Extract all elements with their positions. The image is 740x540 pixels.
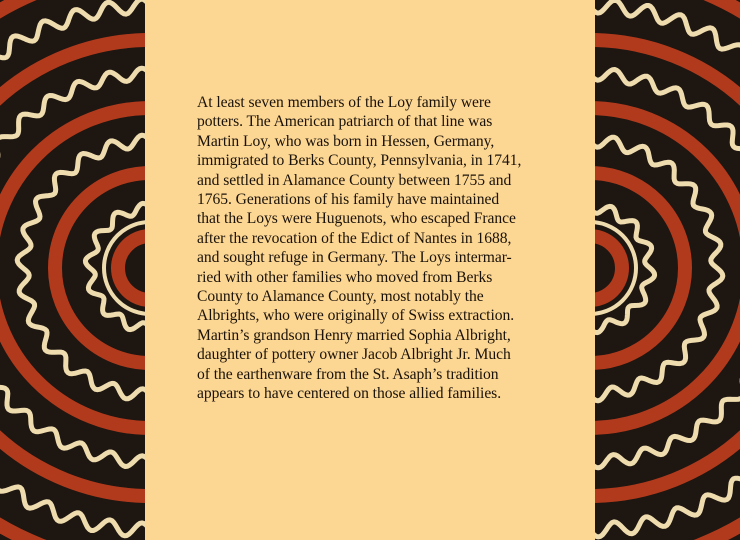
text-line: Albrights, who were originally of Swiss extraction. xyxy=(197,307,515,325)
text-line: and settled in Alamance County between 1755 and xyxy=(197,171,512,189)
text-line: At least seven members of the Loy family were xyxy=(197,94,491,111)
text-line: immigrated to Berks County, Pennsylvania, in 1741, xyxy=(197,152,522,170)
text-panel xyxy=(145,0,595,540)
text-line: and sought refuge in Germany. The Loys intermar- xyxy=(197,249,512,267)
text-line: Martin Loy, who was born in Hessen, Germany, xyxy=(197,132,495,150)
text-line: Martin’s grandson Henry married Sophia Albright, xyxy=(197,326,511,344)
text-line: potters. The American patriarch of that line was xyxy=(197,113,493,131)
text-line: daughter of pottery owner Jacob Albright Jr. Much xyxy=(197,346,511,364)
text-line: after the revocation of the Edict of Nantes in 1688, xyxy=(197,229,512,247)
text-line: appears to have centered on those allied families. xyxy=(197,385,502,403)
left-pottery-border xyxy=(0,0,145,540)
right-pottery-border xyxy=(595,0,740,540)
text-line: County to Alamance County, most notably the xyxy=(197,288,484,306)
body-paragraph xyxy=(197,93,557,404)
text-line: that the Loys were Huguenots, who escaped France xyxy=(197,210,516,228)
text-line: of the earthenware from the St. Asaph’s tradition xyxy=(197,365,499,383)
right-slipware-pattern xyxy=(595,0,740,540)
text-line: ried with other families who moved from Berks xyxy=(197,268,493,286)
text-line: 1765. Generations of his family have maintained xyxy=(197,191,500,209)
left-slipware-pattern xyxy=(0,0,145,540)
